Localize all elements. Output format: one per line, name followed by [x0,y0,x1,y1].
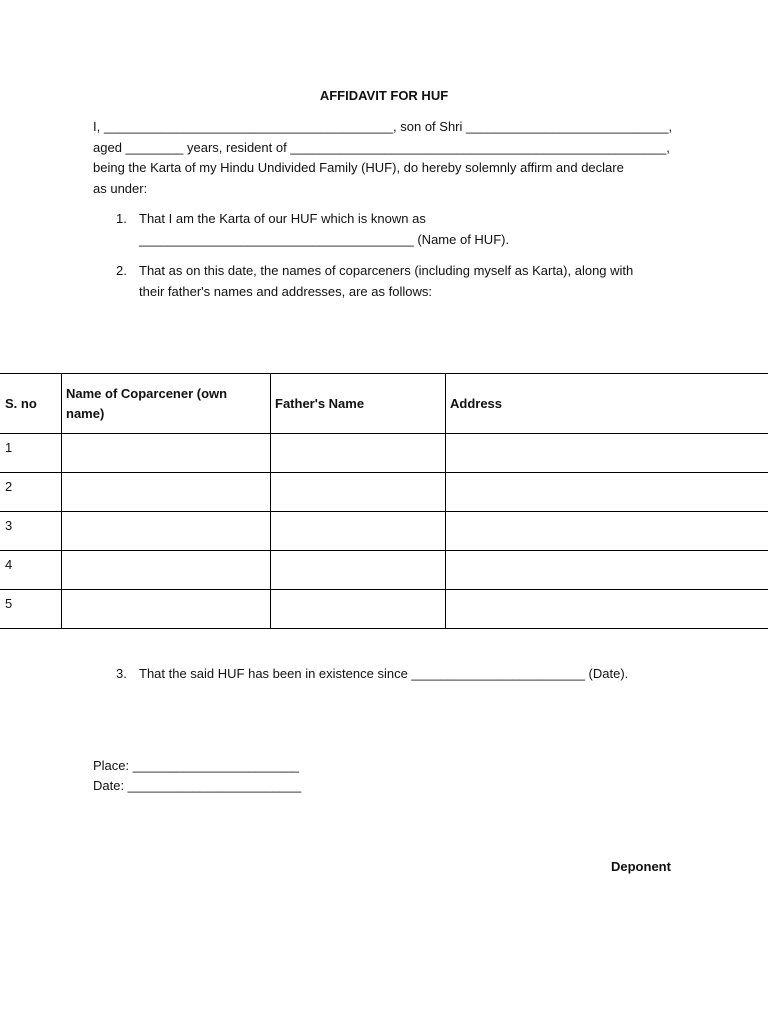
item-2-line-2: their father's names and addresses, are as follows: [139,284,432,299]
cell-coparcener-name [62,473,271,512]
header-address: Address [446,374,768,434]
table-row [0,551,768,590]
item-1-line-1: That I am the Karta of our HUF which is known as [139,211,426,226]
header-sno: S. no [0,374,62,434]
cell-coparcener-name [62,434,271,473]
cell-father-name [271,473,446,512]
place-line: Place: _______________________ [93,758,300,773]
item-1-number: 1. [116,211,127,226]
cell-address [446,590,768,629]
item-3-number: 3. [116,666,127,681]
intro-line-2: aged ________ years, resident of ____________________________________________________, [93,140,670,155]
cell-father-name [271,551,446,590]
header-father-name: Father's Name [271,374,446,434]
cell-coparcener-name [62,551,271,590]
cell-address [446,512,768,551]
cell-sno: 3 [0,512,62,551]
intro-line-3: being the Karta of my Hindu Undivided Family (HUF), do hereby solemnly affirm and declare [93,160,624,175]
item-1-line-2: ______________________________________ (Name of HUF). [139,232,510,247]
date-line: Date: ________________________ [93,778,302,793]
header-coparcener-name: Name of Coparcener (own name) [62,374,271,434]
table-row [0,473,768,512]
cell-address [446,434,768,473]
cell-sno: 5 [0,590,62,629]
item-3-line-1: That the said HUF has been in existence since ________________________ (Date). [139,666,629,681]
cell-address [446,473,768,512]
cell-sno: 1 [0,434,62,473]
cell-address [446,551,768,590]
item-2-number: 2. [116,263,127,278]
cell-father-name [271,434,446,473]
cell-coparcener-name [62,590,271,629]
table-header-row [0,374,768,434]
cell-sno: 4 [0,551,62,590]
table-row [0,512,768,551]
table-row [0,590,768,629]
cell-father-name [271,512,446,551]
document-title: AFFIDAVIT FOR HUF [319,88,449,103]
intro-line-4: as under: [93,181,148,196]
deponent-label: Deponent [611,859,671,874]
table-row [0,434,768,473]
item-2-line-1: That as on this date, the names of coparceners (including myself as Karta), along with [139,263,634,278]
cell-sno: 2 [0,473,62,512]
cell-coparcener-name [62,512,271,551]
coparceners-table [0,373,768,629]
intro-line-1: I, ________________________________________, son of Shri ____________________________, [93,119,673,134]
cell-father-name [271,590,446,629]
